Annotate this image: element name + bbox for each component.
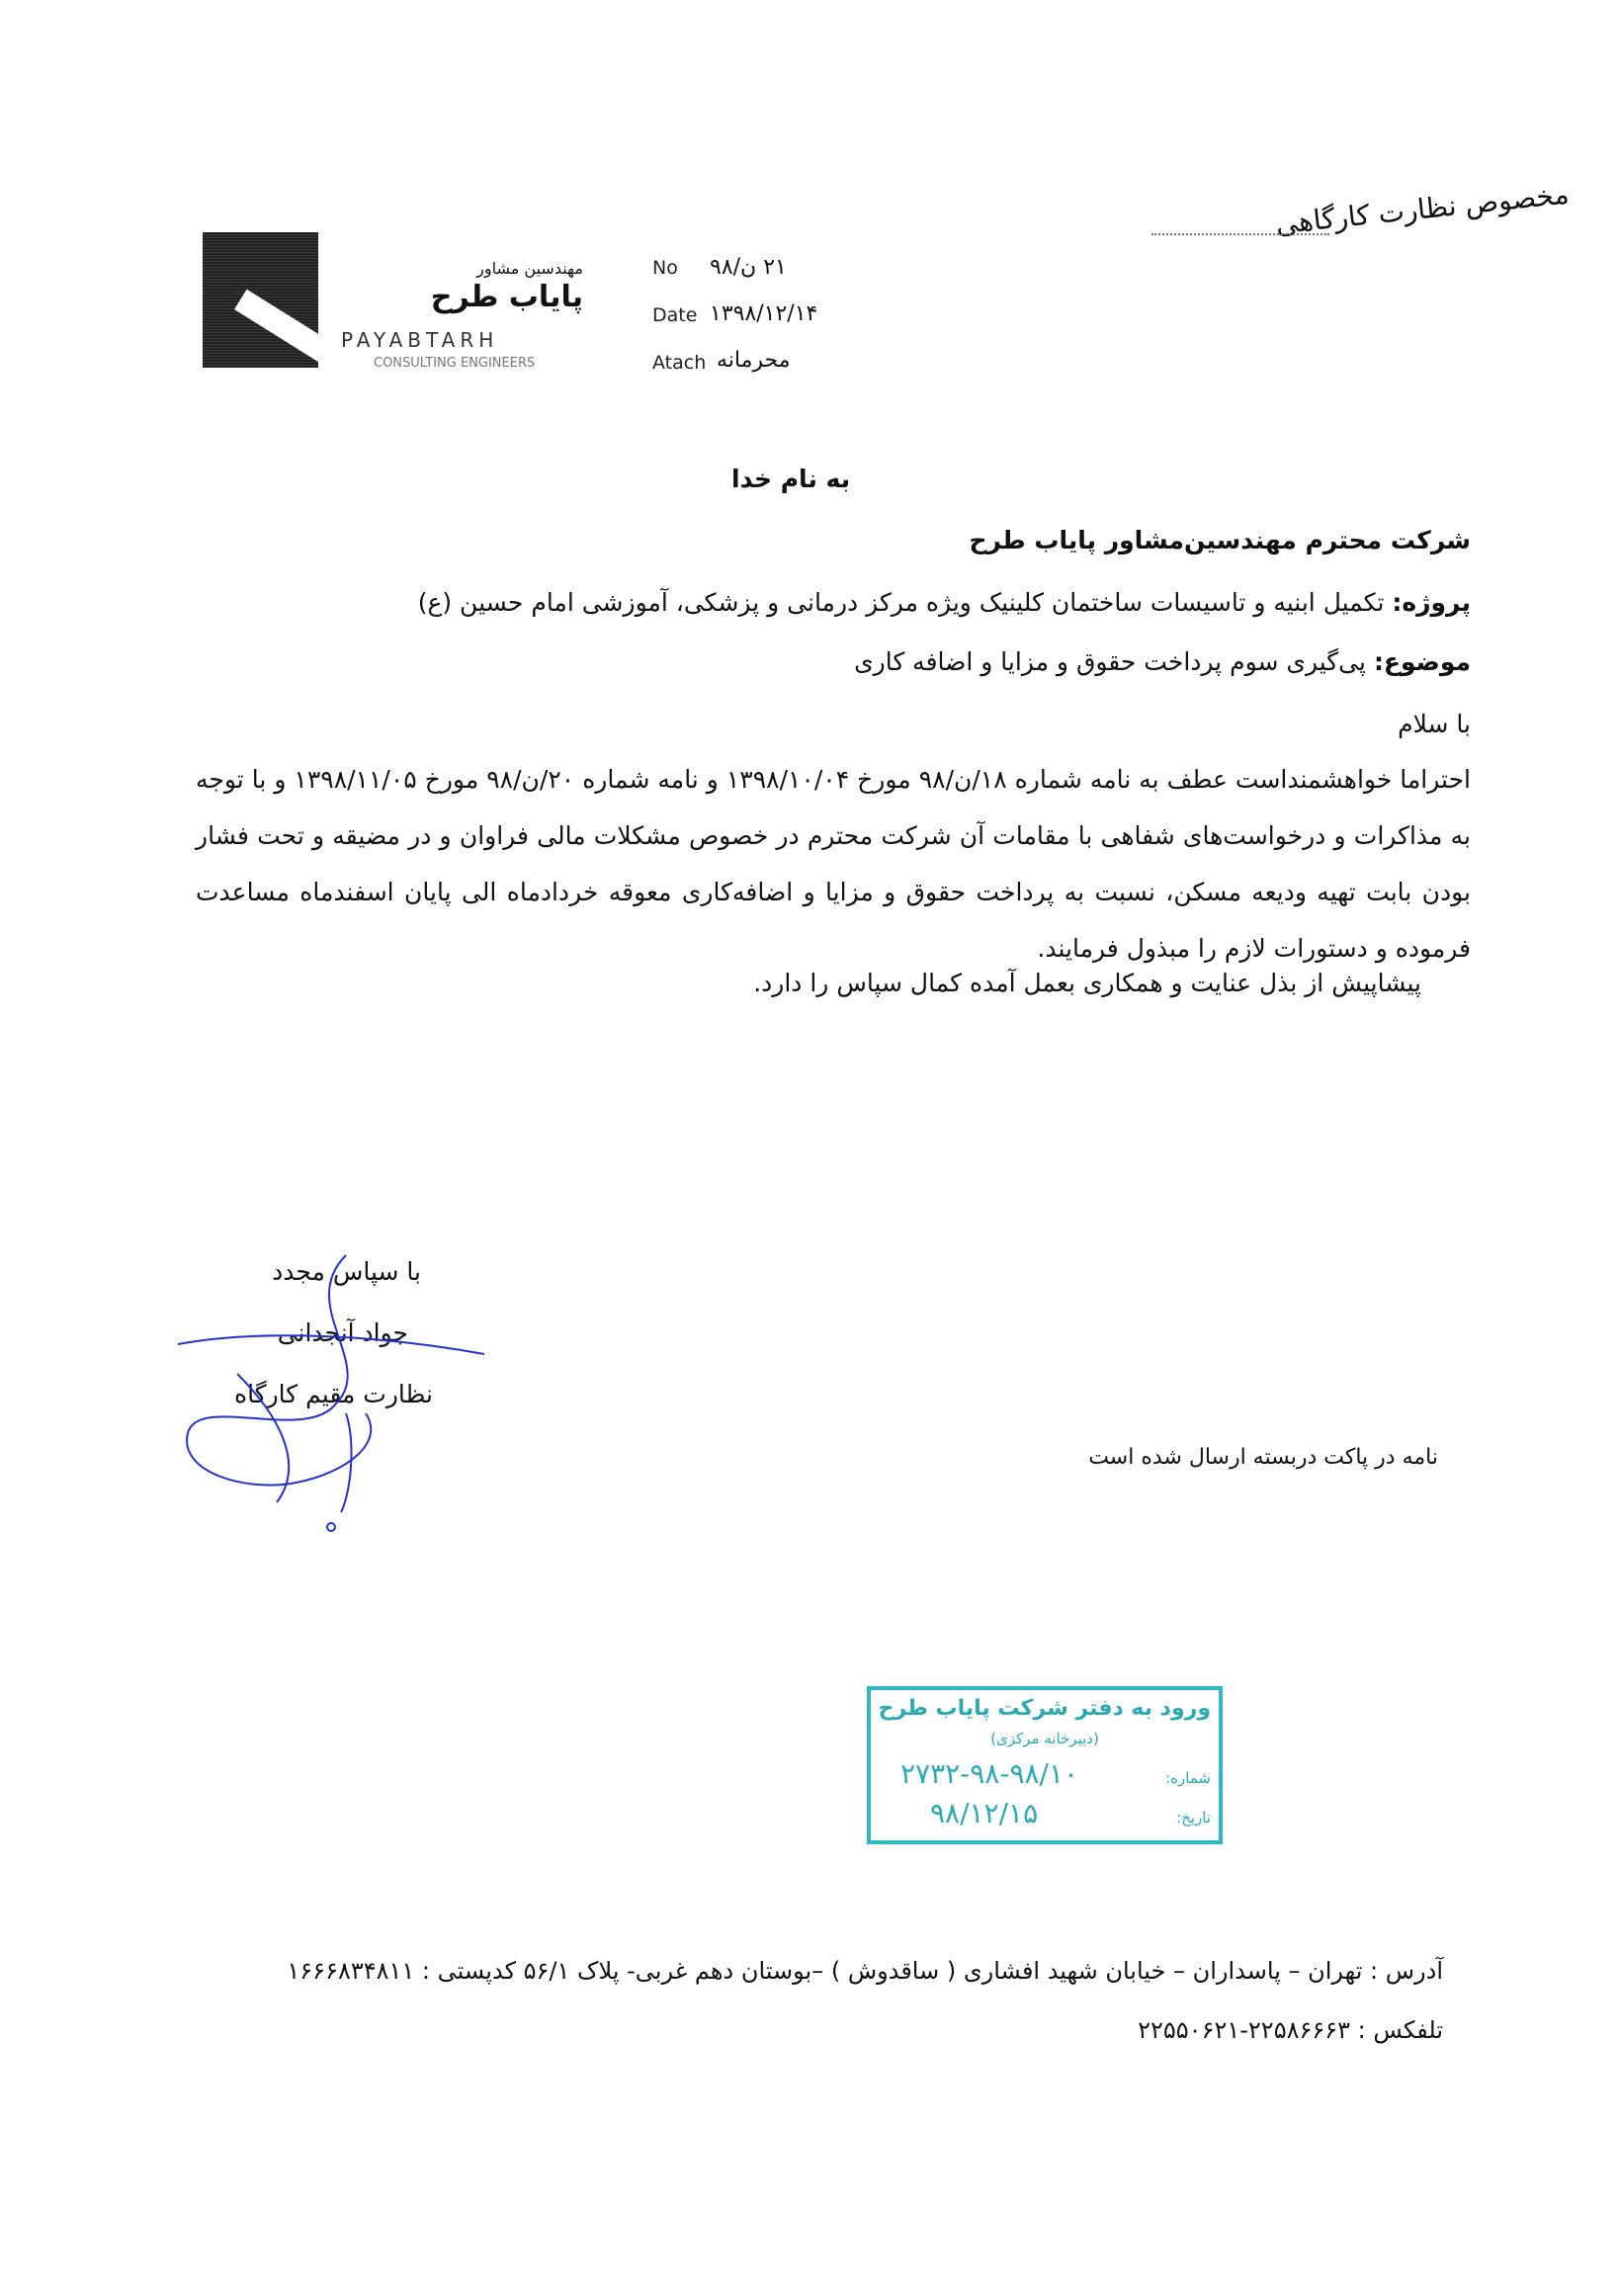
project-label: پروژه: [1392, 588, 1471, 617]
attach-label: Atach [652, 352, 707, 374]
project-line [418, 588, 1471, 617]
addressee: شرکت محترم مهندسین‌مشاور پایاب طرح [969, 526, 1471, 554]
attach-value: محرمانه [717, 348, 791, 373]
footer-phone: تلفکس : ۲۲۵۸۶۶۶۳-۲۲۵۵۰۶۲۱ [1138, 2016, 1443, 2044]
subject-label: موضوع: [1373, 647, 1471, 676]
logo-name-fa: پایاب طرح [430, 280, 583, 314]
handwritten-note: مخصوص نظارت کارگاهی [1274, 177, 1571, 241]
subject-line [854, 647, 1471, 676]
stamp-date: ۹۸/۱۲/۱۵ [930, 1797, 1039, 1829]
closing-line: پیشاپیش از بذل عنایت و همکاری بعمل آمده کمال سپاس را دارد. [753, 969, 1421, 997]
subject-text: پی‌گیری سوم پرداخت حقوق و مزایا و اضافه کاری [854, 647, 1366, 676]
no-label: No [652, 257, 678, 279]
signatory-title: نظارت مقیم کارگاه [233, 1380, 433, 1408]
body-paragraph: احتراما خواهشمنداست عطف به نامه شماره ۱۸/ن/۹۸ مورخ ۱۳۹۸/۱۰/۰۴ و نامه شماره ۲۰/ن/۹۸ مورخ ۱۳۹۸/۱۱/۰۵ و با توجه به مذاکرات و درخواست‌های شفاهی با مقامات آن شرکت محترم در خصوص مشکلات مالی فراوان و در مضیقه و تحت فشار بودن بابت تهیه ودیعه مسکن، نسبت به پرداخت حقوق و مزایا و اضافه‌کاری معوقه خردادماه الی پایان اسفندماه مساعدت فرموده و دستورات لازم را مبذول فرمایند. [196, 765, 1471, 963]
letter-date: ۱۳۹۸/۱۲/۱۴ [710, 301, 818, 326]
logo-name-latin: PAYABTARH [341, 328, 499, 352]
note-underline [1151, 233, 1329, 235]
stamp-number-label: شماره: [1165, 1769, 1211, 1787]
handwritten-signature [158, 1245, 494, 1542]
letter-number: ۲۱ ن/۹۸ [710, 255, 787, 280]
company-logo-mark [203, 232, 318, 368]
receipt-stamp [867, 1686, 1223, 1844]
signature-thanks: با سپاس مجدد [272, 1257, 421, 1286]
greeting: با سلام [1398, 710, 1471, 738]
logo-subtitle-fa: مهندسین مشاور [476, 259, 583, 278]
signatory-name: جواد آنجدانی [277, 1318, 408, 1347]
envelope-note: نامه در پاکت دربسته ارسال شده است [1088, 1445, 1438, 1470]
stamp-number: ۲۷۳۲-۹۸-۹۸/۱۰ [900, 1757, 1079, 1790]
project-text: تکمیل ابنیه و تاسیسات ساختمان کلینیک ویژه مرکز درمانی و پزشکی، آموزشی امام حسین (ع) [417, 588, 1385, 617]
stamp-subtitle: (دبیرخانه مرکزی) [990, 1730, 1099, 1747]
invocation: به نام خدا [731, 465, 851, 493]
stamp-title: ورود به دفتر شرکت پایاب طرح [878, 1696, 1211, 1721]
stamp-date-label: تاریخ: [1176, 1809, 1211, 1827]
footer-address: آدرس : تهران – پاسداران – خیابان شهید افشاری ( ساقدوش ) –بوستان دهم غربی- پلاک ۵۶/۱ کدپستی : ۱۶۶۶۸۳۴۸۱۱ [287, 1957, 1443, 1985]
date-label: Date [652, 304, 698, 326]
logo-sub-latin: CONSULTING ENGINEERS [374, 356, 536, 371]
